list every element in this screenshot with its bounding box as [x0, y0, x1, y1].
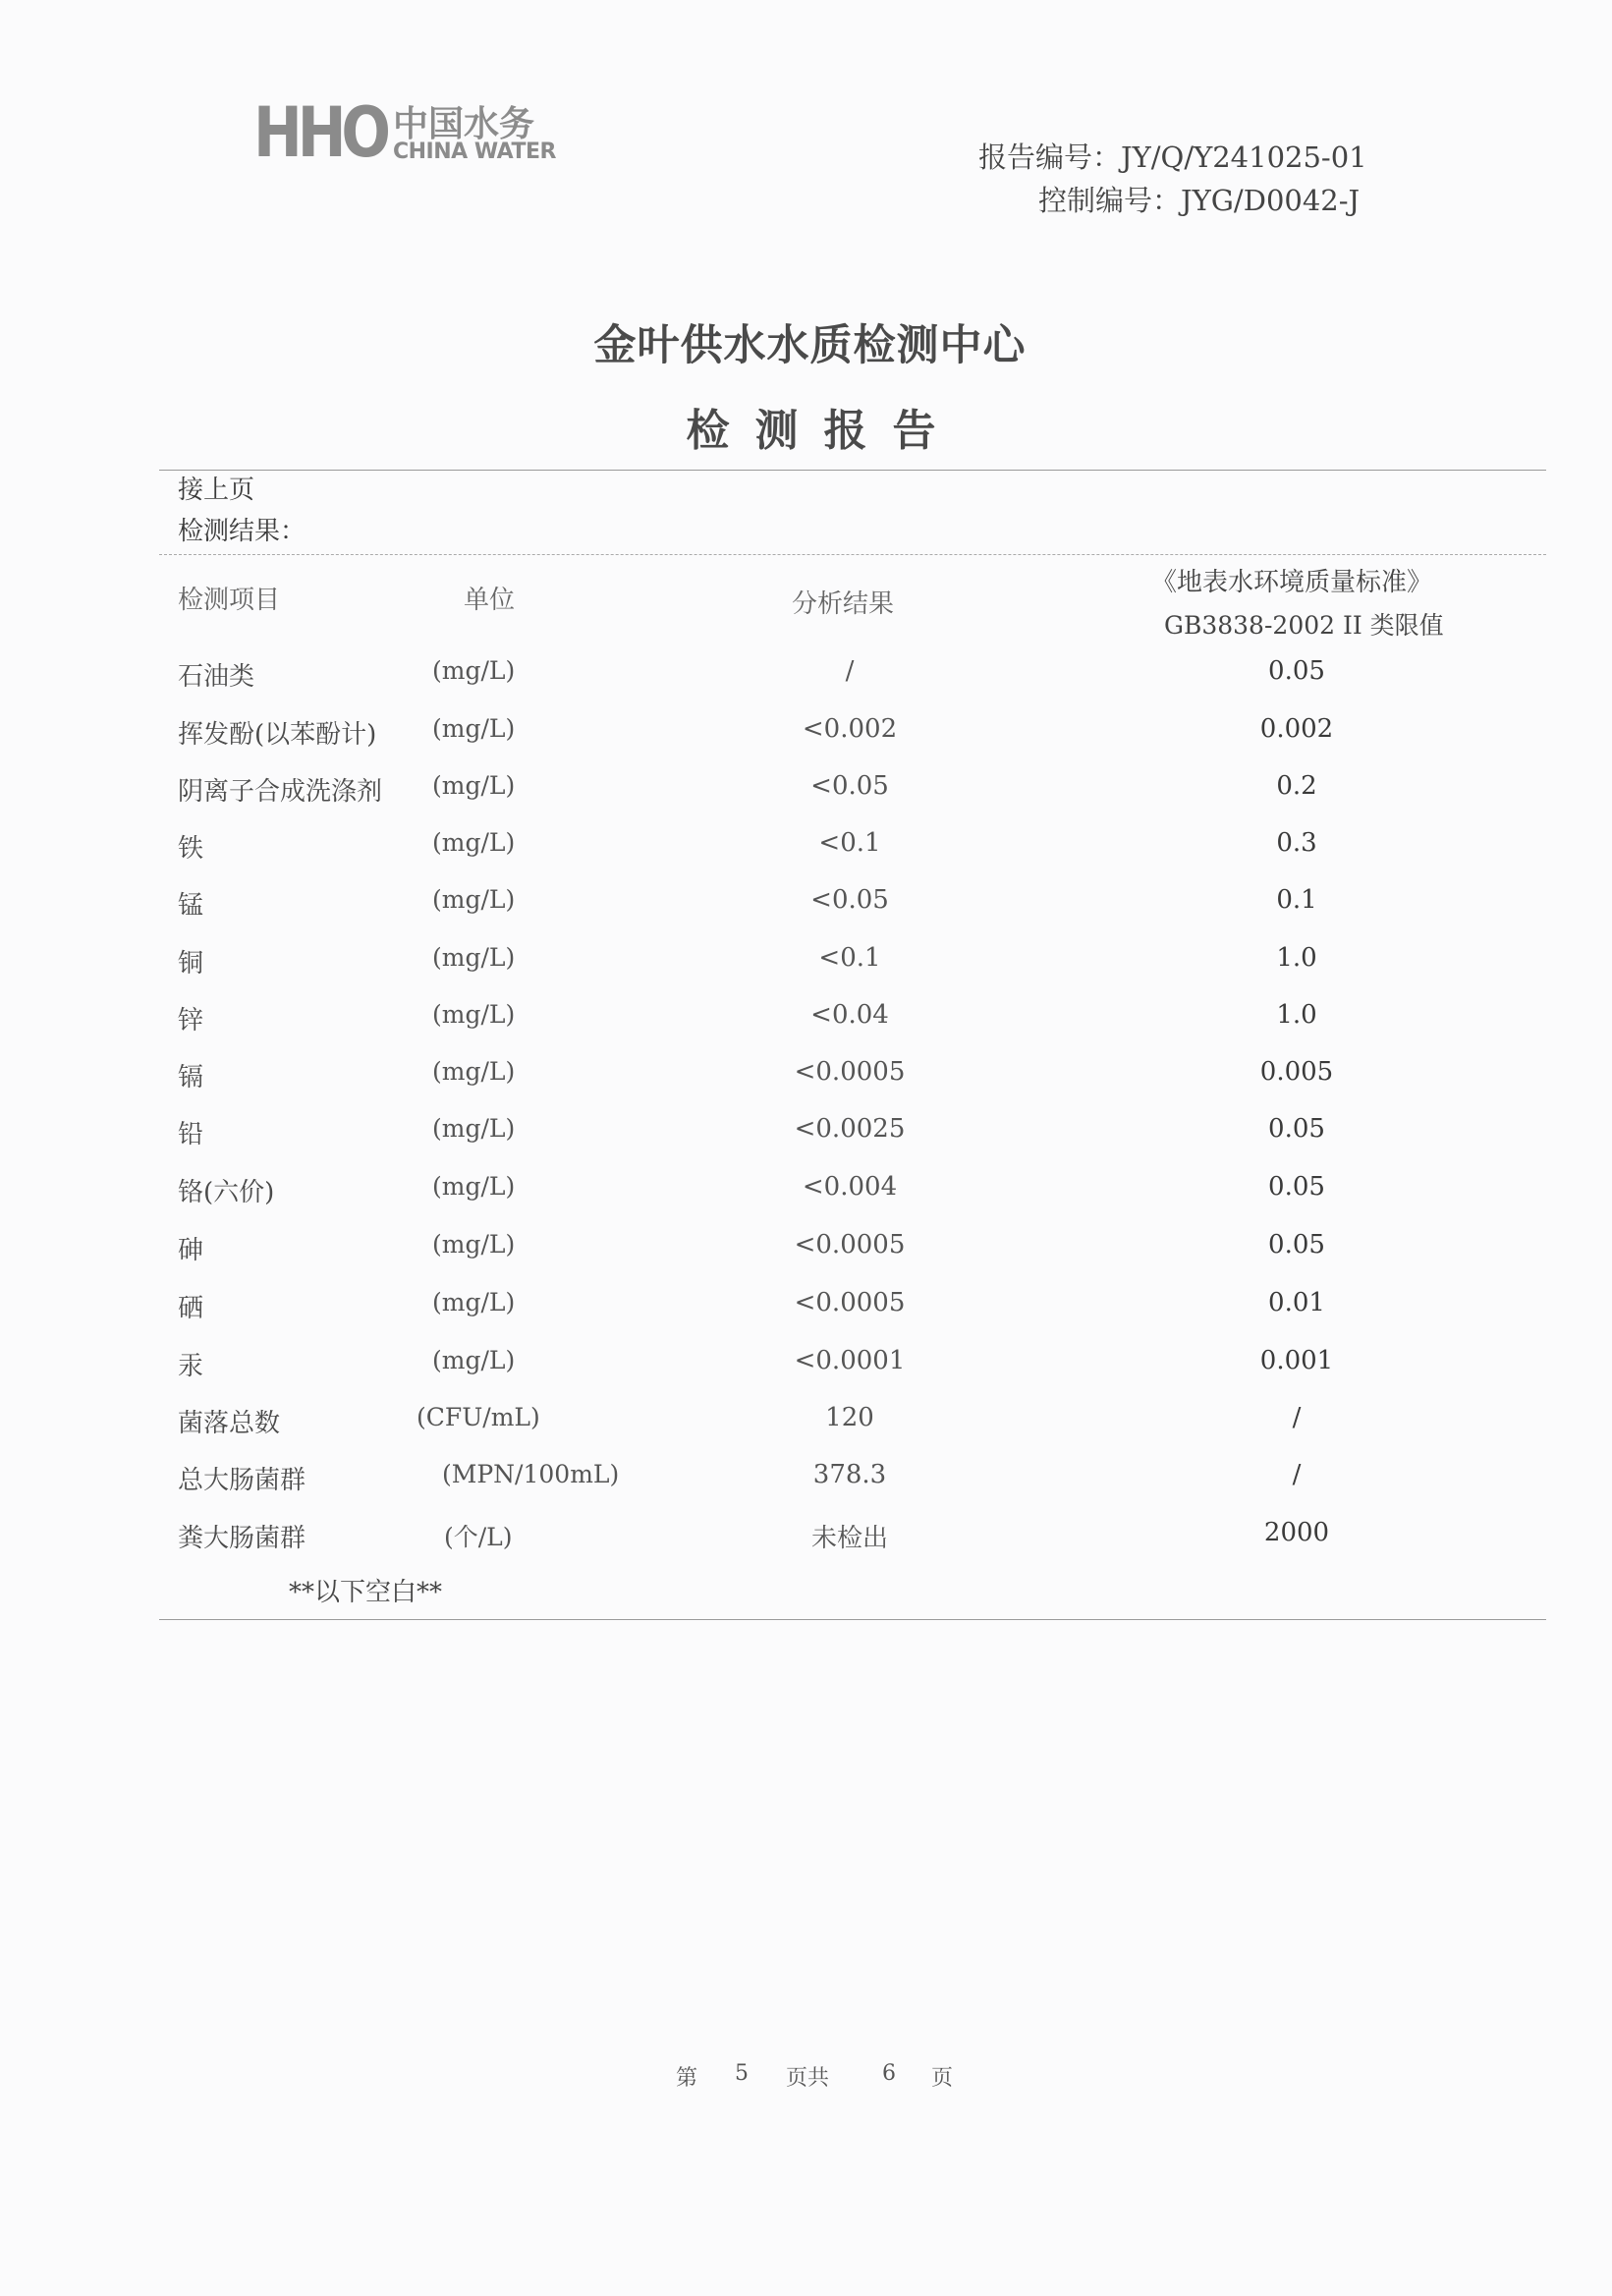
item-name: 石油类 [178, 662, 255, 692]
item-name: 粪大肠菌群 [178, 1524, 306, 1553]
item-limit: 0.3 [1276, 828, 1317, 858]
page-label-middle: 页共 [786, 2066, 830, 2091]
item-name: 锰 [178, 891, 204, 921]
item-result: 120 [825, 1403, 874, 1432]
item-limit: 0.1 [1276, 885, 1317, 915]
item-limit: 0.001 [1259, 1346, 1334, 1375]
item-name: 菌落总数 [178, 1409, 281, 1438]
table-row [0, 1230, 1612, 1269]
item-unit: (mg/L) [432, 1172, 516, 1201]
item-result: <0.1 [818, 828, 881, 858]
table-row [0, 1518, 1612, 1557]
table-row [0, 714, 1612, 754]
bottom-divider [159, 1619, 1546, 1620]
table-row [0, 943, 1612, 982]
item-unit: (mg/L) [432, 1288, 516, 1316]
item-unit: (mg/L) [432, 1000, 516, 1029]
item-result: 378.3 [812, 1460, 887, 1489]
item-limit: 1.0 [1276, 1000, 1317, 1030]
column-header-item: 检测项目 [178, 586, 281, 615]
item-limit: 0.05 [1268, 656, 1325, 686]
blank-below-note: **以下空白** [289, 1578, 443, 1607]
item-name: 阴离子合成洗涤剂 [178, 777, 383, 807]
item-limit: 0.05 [1268, 1114, 1325, 1144]
continued-from-previous: 接上页 [178, 476, 255, 505]
item-result: <0.05 [810, 771, 889, 801]
item-unit: (mg/L) [432, 885, 516, 914]
header-divider [159, 554, 1546, 555]
logo-chinese-name: 中国水务 [393, 104, 535, 144]
item-result: <0.0001 [794, 1346, 906, 1375]
current-page-number: 5 [735, 2061, 749, 2086]
item-name: 汞 [178, 1352, 204, 1381]
item-limit: 0.05 [1268, 1230, 1325, 1260]
item-unit: (mg/L) [432, 714, 516, 743]
control-number: 控制编号：JYG/D0042-J [1038, 184, 1361, 217]
table-row [0, 1114, 1612, 1153]
item-limit: / [1292, 1403, 1302, 1432]
item-result: <0.05 [810, 885, 889, 915]
item-limit: 0.005 [1259, 1057, 1334, 1087]
item-name: 镉 [178, 1063, 204, 1092]
item-limit: 0.2 [1276, 771, 1317, 801]
report-number: 报告编号：JY/Q/Y241025-01 [978, 140, 1367, 174]
total-page-count: 6 [882, 2061, 896, 2086]
item-result: <0.0005 [794, 1057, 906, 1087]
item-unit: (mg/L) [432, 771, 516, 800]
item-result: <0.0005 [794, 1288, 906, 1317]
item-name: 铅 [178, 1120, 204, 1149]
logo-mark: HHO [253, 92, 386, 173]
item-limit: 2000 [1263, 1518, 1330, 1547]
page-label-suffix: 页 [931, 2066, 954, 2091]
logo-english-name: CHINA WATER [393, 140, 556, 164]
item-name: 砷 [178, 1236, 204, 1265]
item-unit: (mg/L) [432, 1114, 516, 1143]
item-name: 硒 [178, 1294, 204, 1323]
table-row [0, 1403, 1612, 1442]
organization-title: 金叶供水水质检测中心 [593, 321, 1027, 370]
item-result: / [845, 656, 855, 686]
item-unit: (mg/L) [432, 1346, 516, 1374]
table-row [0, 1172, 1612, 1211]
table-row [0, 1460, 1612, 1499]
table-row [0, 1346, 1612, 1385]
item-unit: (MPN/100mL) [442, 1460, 620, 1488]
item-limit: 1.0 [1276, 943, 1317, 973]
item-result: <0.0025 [794, 1114, 906, 1144]
item-result: <0.04 [810, 1000, 889, 1030]
document-title: 检测报告 [686, 406, 962, 456]
item-limit: 0.05 [1268, 1172, 1325, 1202]
top-divider [159, 470, 1546, 471]
item-unit: (mg/L) [432, 1057, 516, 1086]
table-row [0, 656, 1612, 696]
table-row [0, 771, 1612, 811]
item-unit: (mg/L) [432, 943, 516, 972]
column-header-result: 分析结果 [792, 589, 895, 619]
item-limit: 0.01 [1268, 1288, 1325, 1317]
item-unit: (mg/L) [432, 656, 516, 685]
item-limit: / [1292, 1460, 1302, 1489]
item-name: 铁 [178, 834, 204, 864]
item-result: 未检出 [810, 1524, 888, 1553]
item-result: <0.002 [802, 714, 898, 744]
table-row [0, 1057, 1612, 1096]
table-row [0, 1000, 1612, 1039]
item-unit: (mg/L) [432, 1230, 516, 1259]
item-unit: (个/L) [444, 1523, 513, 1551]
item-name: 总大肠菌群 [178, 1466, 306, 1495]
item-name: 铬(六价) [178, 1178, 275, 1207]
column-header-unit: 单位 [464, 586, 516, 615]
item-unit: (mg/L) [432, 828, 516, 857]
item-limit: 0.002 [1259, 714, 1334, 744]
item-name: 锌 [178, 1006, 204, 1036]
results-label: 检测结果： [178, 517, 306, 546]
table-row [0, 885, 1612, 924]
page-label-prefix: 第 [676, 2066, 698, 2091]
item-result: <0.1 [818, 943, 881, 973]
item-name: 挥发酚(以苯酚计) [178, 720, 377, 750]
item-result: <0.0005 [794, 1230, 906, 1260]
table-row [0, 1288, 1612, 1327]
table-row [0, 828, 1612, 868]
column-header-standard-class: GB3838-2002 II 类限值 [1164, 611, 1444, 640]
item-name: 铜 [178, 949, 204, 979]
item-unit: (CFU/mL) [417, 1403, 540, 1431]
column-header-standard: 《地表水环境质量标准》 [1151, 568, 1433, 597]
item-result: <0.004 [802, 1172, 898, 1202]
